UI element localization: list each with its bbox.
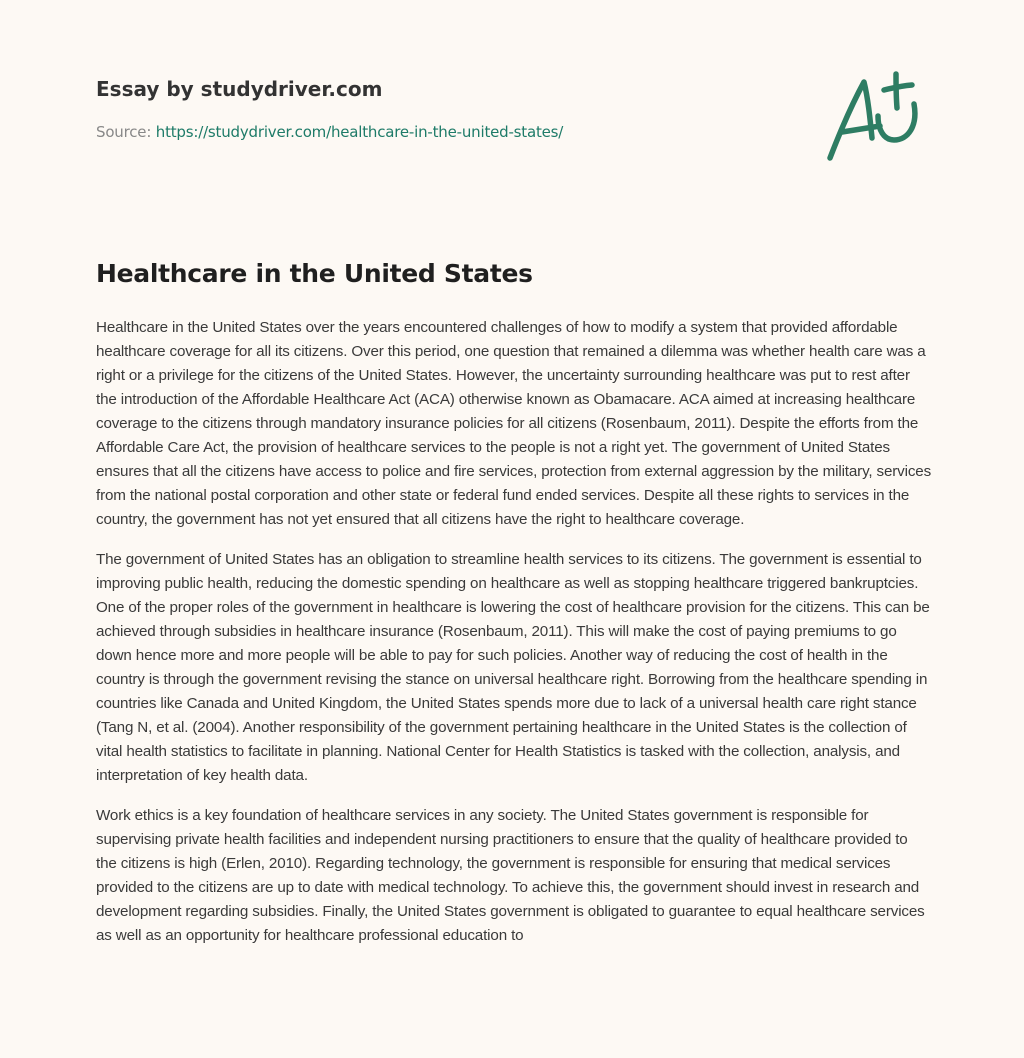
page-header <box>96 74 936 142</box>
article <box>96 256 932 964</box>
article-paragraph-2: The government of United States has an obligation to streamline health services to its citizens. The government is essential to improving public health, reducing the domestic spending on healthcare as well as stopping healthcare triggered bankruptcies. One of the proper roles of the government in healthcare is lowering the cost of healthcare provision for the citizens. This can be achieved through subsidies in healthcare insurance (Rosenbaum, 2011). This will make the cost of paying premiums to go down hence more and more people will be able to pay for such policies. Another way of reducing the cost of health in the country is through the government revising the stance on universal healthcare right. Borrowing from the healthcare spending in countries like Canada and United Kingdom, the United States spends more due to lack of a universal health care right stance (Tang N, et al. (2004). Another responsibility of the government pertaining healthcare in the United States is the collection of vital health statistics to facilitate in planning. National Center for Health Statistics is tasked with the collection, analysis, and interpretation of key health data. <box>96 551 930 784</box>
a-plus-grade-icon <box>822 68 926 164</box>
source-link[interactable]: https://studydriver.com/healthcare-in-the-united-states/ <box>155 123 564 141</box>
source-label: Source: <box>96 123 152 141</box>
brand-title: Essay by studydriver.com <box>96 77 383 101</box>
article-paragraph-1: Healthcare in the United States over the years encountered challenges of how to modify a system that provided affordable healthcare coverage for all its citizens. Over this period, one question that remained a dilemma was whether health care was a right or a privilege for the citizens of the United States. However, the uncertainty surrounding healthcare was put to rest after the introduction of the Affordable Healthcare Act (ACA) otherwise known as Obamacare. ACA aimed at increasing healthcare coverage to the citizens through mandatory insurance policies for all citizens (Rosenbaum, 2011). Despite the efforts from the Affordable Care Act, the provision of healthcare services to the people is not a right yet. The government of United States ensures that all the citizens have access to police and fire services, protection from external aggression by the military, services from the national postal corporation and other state or federal fund ended services. Despite all these rights to services in the country, the government has not yet ensured that all citizens have the right to healthcare coverage. <box>96 319 932 528</box>
source-line <box>96 122 936 142</box>
article-title: Healthcare in the United States <box>96 259 533 288</box>
article-paragraph-3: Work ethics is a key foundation of healthcare services in any society. The United States government is responsible for supervising private health facilities and independent nursing practitioners to ensure that the quality of healthcare provided to the citizens is high (Erlen, 2010). Regarding technology, the government is responsible for ensuring that medical services provided to the citizens are up to date with medical technology. To achieve this, the government should invest in research and development regarding subsidies. Finally, the United States government is obligated to guarantee to equal healthcare services as well as an opportunity for healthcare professional education to <box>96 807 925 944</box>
